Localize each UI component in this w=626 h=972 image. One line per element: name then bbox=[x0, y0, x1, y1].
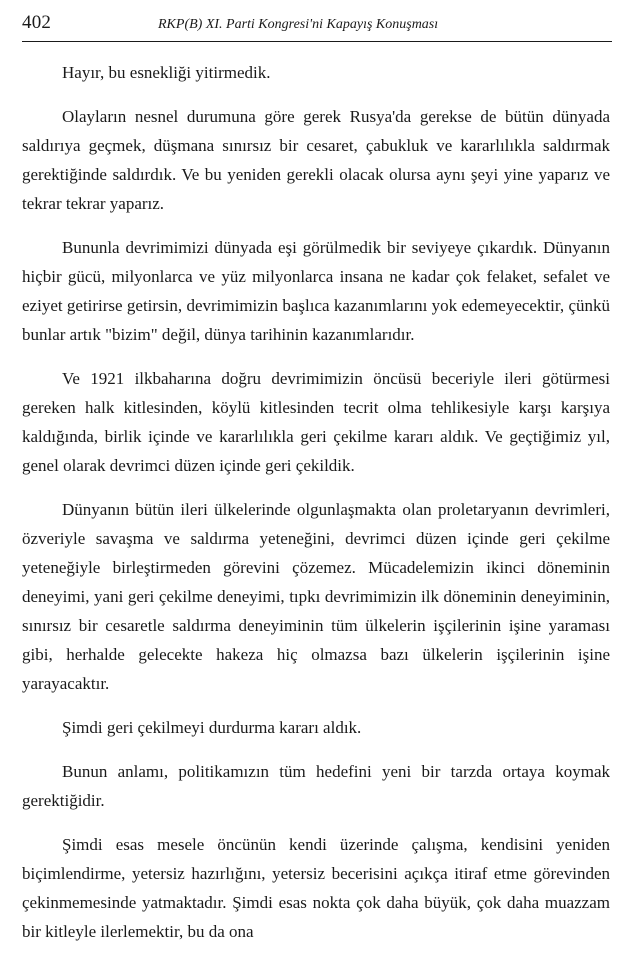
running-title: RKP(B) XI. Parti Kongresi'ni Kapayış Konuşması bbox=[158, 17, 439, 32]
page-number: 402 bbox=[22, 12, 52, 33]
header-rule bbox=[22, 41, 612, 42]
paragraph: Bununla devrimimizi dünyada eşi görülmedik bir seviyeye çıkardık. Dünyanın hiçbir gücü, milyonlarca ve yüz milyonlarca insana ne kadar çok felaket, sefalet ve eziyet getirirse getirsin, devrimimizin başlıca kazanımlarını yok edemeyecektir, çünkü bunlar artık "bizim" değil, dünya tarihinin kazanımlarıdır. bbox=[22, 238, 610, 344]
page-header bbox=[22, 10, 612, 40]
paragraph: Ve 1921 ilkbaharına doğru devrimimizin öncüsü beceriyle ileri götürmesi gereken halk kitlesinden, köylü kitlesinden tecrit olma tehlikesiyle karşı karşıya kaldığında, birlik içinde ve kararlılıkla geri çekilme kararı aldık. Ve geçtiğimiz yıl, genel olarak devrimci düzen içinde geri çekildik. bbox=[22, 369, 610, 475]
paragraph: Olayların nesnel durumuna göre gerek Rusya'da gerekse de bütün dünyada saldırıya geçmek, düşmana sınırsız bir cesaret, çabukluk ve kararlılıkla saldırmak gerektiğinde saldırdık. Ve bu yeniden gerekli olacak olursa aynı şeyi yine yaparız ve tekrar tekrar yaparız. bbox=[22, 107, 610, 213]
body-text bbox=[22, 58, 610, 946]
paragraph: Şimdi esas mesele öncünün kendi üzerinde çalışma, kendisini yeniden biçimlendirme, yetersiz hazırlığını, yetersiz becerisini açıkça itiraf etme görevinden çekinmemesinde yatmaktadır. Şimdi esas nokta çok daha büyük, çok daha muazzam bir kitleyle ilerlemektir, bu da ona bbox=[22, 835, 610, 941]
paragraph: Hayır, bu esnekliği yitirmedik. bbox=[62, 63, 271, 82]
paragraph: Dünyanın bütün ileri ülkelerinde olgunlaşmakta olan proletaryanın devrimleri, özveriyle savaşma ve saldırma yeteneğini, devrimci düzen içinde geri çekilme yeteneğiyle birleştirmeden görevini çözemez. Mücadelemizin ikinci döneminin deneyimi, yani geri çekilme deneyimi, tıpkı devrimimizin ilk döneminin deneyiminin, sınırsız bir cesaretle saldırma deneyiminin tüm ülkelerin işçilerinin işine yaraması gibi, herhalde gelecekte hakeza hiç olmazsa bazı ülkelerin işçilerinin işine yarayacaktır. bbox=[22, 500, 610, 693]
paragraph: Bunun anlamı, politikamızın tüm hedefini yeni bir tarzda ortaya koymak gerektiğidir. bbox=[22, 762, 610, 810]
paragraph: Şimdi geri çekilmeyi durdurma kararı aldık. bbox=[62, 718, 362, 737]
